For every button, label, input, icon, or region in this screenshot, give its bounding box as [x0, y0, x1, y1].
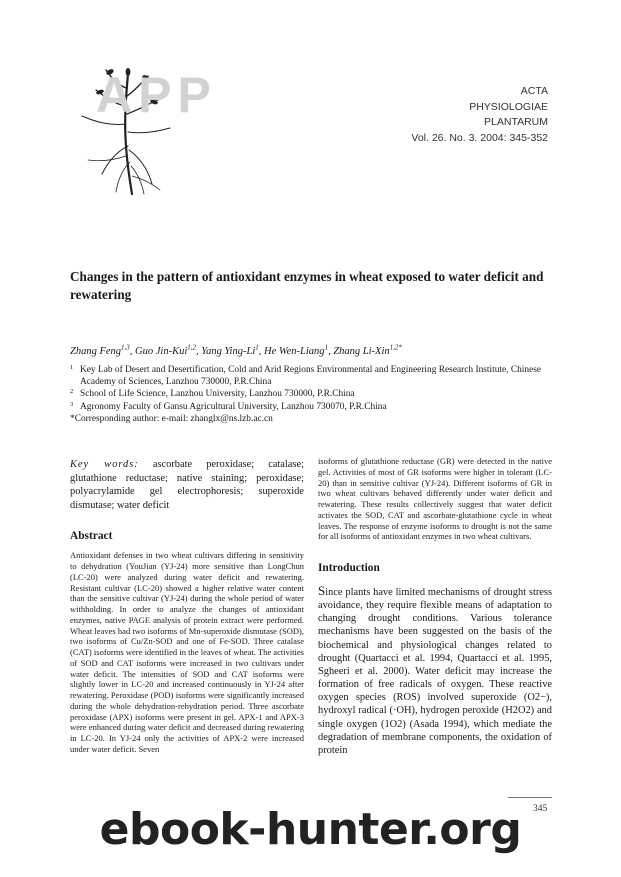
- introduction-dropcap: S: [318, 583, 326, 598]
- journal-name-line1: ACTA: [520, 85, 548, 97]
- keywords-label: Key words:: [70, 459, 139, 470]
- journal-logo: APP: [96, 67, 217, 123]
- introduction-text: [318, 584, 552, 757]
- abstract-heading: Abstract: [70, 530, 113, 543]
- keywords-text: ascorbate peroxidase; catalase; glutathione reductase; native staining; peroxidase; polyacrylamide gel electrophoresis; superoxide dismutase; water deficit: [70, 459, 304, 511]
- paper-title: Changes in the pattern of antioxidant enzymes in wheat exposed to water deficit and rewatering: [70, 269, 544, 302]
- corresponding-author: *Corresponding author: e-mail: zhanglx@ns.lzb.ac.cn: [70, 413, 273, 424]
- author: Yang Ying-Li$^1$,: [201, 343, 264, 357]
- page-number-rule: [508, 797, 552, 798]
- page-number: 345: [533, 804, 548, 814]
- author: Zhang Feng$^{1,3}$,: [70, 343, 136, 357]
- abstract-text-left: Antioxidant defenses in two wheat cultivars differing in sensitivity to dehydration (YouJian (YJ-24) more sensitive than LongChun (LC-20) were analyzed during water deficit and rewatering. Resistant cultivar (LC-20) showed a higher relative water content than the sensitive cultivar (YJ-24) during the whole period of water withholding. In order to analyze the changes of antioxidant enzymes, native PAGE analysis of protein extract were performed. Wheat leaves had two isoforms of Mn-superoxide dismutase (SOD), two isoforms of Cu/Zn-SOD and one of Fe-SOD. Three catalase (CAT) isoforms were identified in the leaves of wheat. The activities of SOD and CAT isoforms were increased in two cultivars under water deficit. The intensities of SOD and CAT isoforms were slightly lower in LC-20 and increased continuously in YJ-24 after rewatering. Peroxidase (POD) isoforms were significantly increased during the whole dehydration-rehydration period. Three ascorbate peroxidase (APX) isoforms were present in gel. APX-1 and APX-3 were enhanced during water deficit and decreased during rewatering in LC-20. In YJ-24 only the activities of APX-2 were increased under water deficit. Seven: [70, 550, 304, 754]
- keywords: [70, 458, 304, 512]
- journal-citation: Vol. 26. No. 3. 2004: 345-352: [411, 131, 548, 144]
- introduction-body: ince plants have limited mechanisms of drought stress avoidance, they require flexible means of adaptation to changing drought conditions. Various tolerance mechanisms have been suggested on the basis of the biochemical and physiological changes related to drought (Quartacci et al. 1994, Quartacci et al. 1995, Sgheeri et al. 2000). Water deficit may increase the formation of free radicals of oxygen. These reactive oxygen species (ROS) involved superoxide (O2−), hydroxyl radical (·OH), hydrogen peroxide (H2O2) and single oxygen (1O2) (Asada 1994), which mediate the degradation of membrane components, the oxidation of protein: [318, 587, 552, 756]
- author: Guo Jin-Kui$^{1,2}$,: [135, 343, 202, 357]
- author: Zhang Li-Xin$^{1,2*}$: [333, 343, 402, 357]
- abstract-text-right: isoforms of glutathione reductase (GR) were detected in the native gel. Activities of most of GR isoforms were higher in tolerant (LC-20) than in sensitive cultivar (YJ-24). Different isoforms of GR in two wheat cultivars behaved differently under water deficit and rewatering. These results collectively suggest that water deficit activates the SOD, CAT and ascorbate-glutathione cycle in wheat leaves. The response of enzyme isoforms to drought is not the same for all isoforms of antioxidant enzymes in two wheat cultivars.: [318, 456, 552, 542]
- journal-name-line2: PHYSIOLOGIAE: [469, 100, 548, 113]
- author-list: [70, 340, 550, 359]
- left-column: [70, 458, 304, 755]
- affiliation-1: 1 Key Lab of Desert and Desertification, Cold and Arid Regions Environmental and Engineering Research Institute, Chinese Academy of Sciences, Lanzhou 730000, P.R.China: [70, 364, 542, 388]
- journal-name-line3: PLANTARUM: [484, 116, 548, 129]
- affiliation-3: 3 Agronomy Faculty of Gansu Agricultural University, Lanzhou 730070, P.R.China: [70, 400, 387, 412]
- right-column: [318, 456, 552, 757]
- watermark: ebook-hunter.org: [99, 804, 522, 855]
- affiliation-2: 2 School of Life Science, Lanzhou University, Lanzhou 730000, P.R.China: [70, 388, 355, 400]
- author: He Wen-Liang$^1$,: [263, 343, 334, 357]
- journal-header: [411, 84, 548, 146]
- affiliations: [70, 364, 550, 425]
- introduction-heading: Introduction: [318, 562, 380, 574]
